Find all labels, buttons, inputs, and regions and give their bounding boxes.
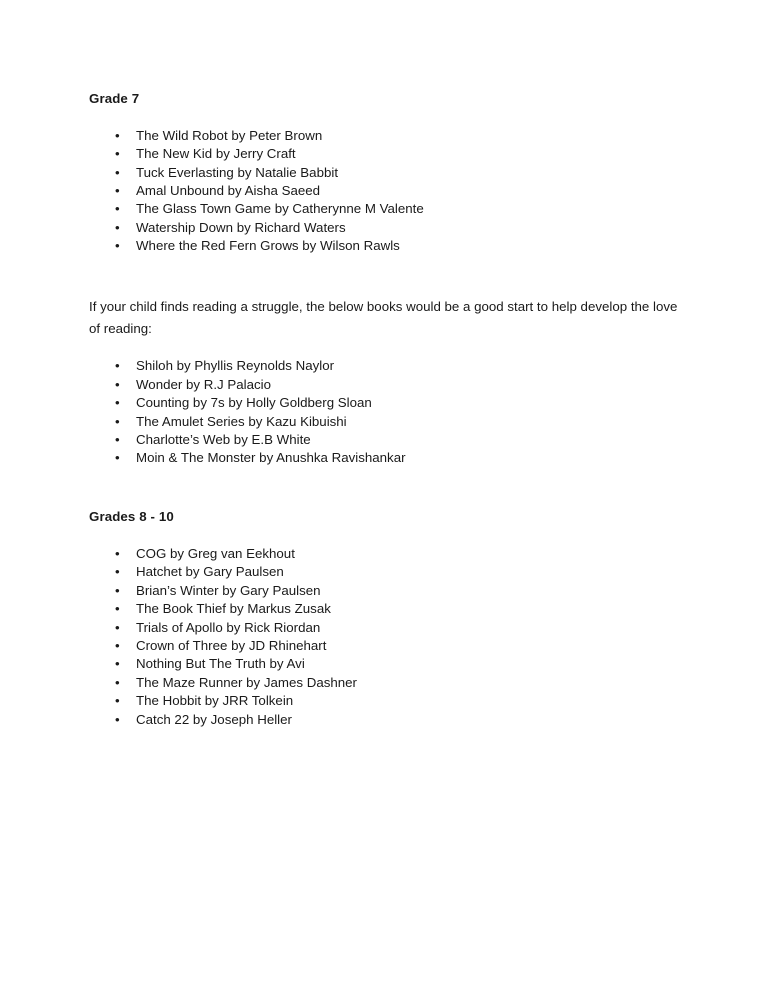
book-title: The Glass Town Game by Catherynne M Valente (136, 201, 424, 217)
list-item (89, 563, 679, 581)
section-grades-8-10 (89, 508, 679, 729)
list-item (89, 655, 679, 673)
bullet-icon: • (115, 238, 120, 254)
section-grade-7 (89, 90, 679, 256)
bullet-icon: • (115, 432, 120, 448)
list-item (89, 237, 679, 255)
bullet-icon: • (115, 693, 120, 709)
intro-paragraph: If your child finds reading a struggle, the below books would be a good start to help develop the love of reading: (89, 299, 678, 336)
book-title: The New Kid by Jerry Craft (136, 146, 296, 162)
list-item (89, 376, 679, 394)
list-item (89, 619, 679, 637)
book-title: The Wild Robot by Peter Brown (136, 127, 323, 143)
list-item (89, 449, 679, 467)
book-title: The Book Thief by Markus Zusak (136, 601, 331, 617)
book-title: Crown of Three by JD Rhinehart (136, 638, 327, 654)
section-heading-grade-7: Grade 7 (89, 91, 140, 106)
book-title: The Maze Runner by James Dashner (136, 674, 357, 690)
list-item (89, 182, 679, 200)
list-item (89, 127, 679, 145)
book-title: Shiloh by Phyllis Reynolds Naylor (136, 358, 335, 374)
bullet-icon: • (115, 146, 120, 162)
bullet-icon: • (115, 164, 120, 180)
book-title: Watership Down by Richard Waters (136, 219, 346, 235)
bullet-icon: • (115, 201, 120, 217)
bullet-icon: • (115, 711, 120, 727)
book-title: Charlotte’s Web by E.B White (136, 432, 311, 448)
spacer (89, 274, 679, 296)
book-title: Moin & The Monster by Anushka Ravishankar (136, 450, 406, 466)
section-heading-grades-8-10: Grades 8 - 10 (89, 509, 174, 525)
book-title: Hatchet by Gary Paulsen (136, 564, 284, 580)
spacer (89, 339, 679, 357)
book-list-struggling-readers (89, 357, 679, 467)
list-item (89, 545, 679, 563)
list-item (89, 711, 679, 729)
list-item (89, 164, 679, 182)
bullet-icon: • (115, 183, 120, 199)
bullet-icon: • (115, 395, 120, 411)
spacer (89, 256, 679, 274)
book-title: Catch 22 by Joseph Heller (136, 711, 292, 727)
book-list-grade-7 (89, 127, 679, 256)
bullet-icon: • (115, 619, 120, 635)
document-body (89, 90, 679, 729)
book-title: The Amulet Series by Kazu Kibuishi (136, 413, 347, 429)
list-item (89, 394, 679, 412)
spacer (89, 527, 679, 545)
bullet-icon: • (115, 674, 120, 690)
book-title: Amal Unbound by Aisha Saeed (136, 183, 321, 199)
list-item (89, 674, 679, 692)
bullet-icon: • (115, 546, 120, 562)
list-item (89, 200, 679, 218)
book-title: Counting by 7s by Holly Goldberg Sloan (136, 395, 372, 411)
bullet-icon: • (115, 450, 120, 466)
book-title: Wonder by R.J Palacio (136, 376, 272, 392)
section-struggling-readers (89, 296, 679, 468)
book-title: Tuck Everlasting by Natalie Babbit (136, 164, 339, 180)
book-title: COG by Greg van Eekhout (136, 546, 295, 562)
bullet-icon: • (115, 638, 120, 654)
book-title: Trials of Apollo by Rick Riordan (136, 619, 321, 635)
bullet-icon: • (115, 564, 120, 580)
list-item (89, 145, 679, 163)
list-item (89, 637, 679, 655)
spacer (89, 468, 679, 486)
bullet-icon: • (115, 582, 120, 598)
list-item (89, 357, 679, 375)
bullet-icon: • (115, 358, 120, 374)
spacer (89, 108, 679, 126)
book-title: Where the Red Fern Grows by Wilson Rawls (136, 238, 400, 254)
book-list-grades-8-10 (89, 545, 679, 729)
bullet-icon: • (115, 413, 120, 429)
list-item (89, 582, 679, 600)
book-title: Brian’s Winter by Gary Paulsen (136, 582, 321, 598)
spacer (89, 486, 679, 508)
bullet-icon: • (115, 376, 120, 392)
list-item (89, 413, 679, 431)
list-item (89, 431, 679, 449)
bullet-icon: • (115, 127, 120, 143)
bullet-icon: • (115, 219, 120, 235)
list-item (89, 600, 679, 618)
list-item (89, 219, 679, 237)
bullet-icon: • (115, 656, 120, 672)
list-item (89, 692, 679, 710)
book-title: Nothing But The Truth by Avi (136, 656, 305, 672)
book-title: The Hobbit by JRR Tolkein (136, 693, 294, 709)
bullet-icon: • (115, 601, 120, 617)
